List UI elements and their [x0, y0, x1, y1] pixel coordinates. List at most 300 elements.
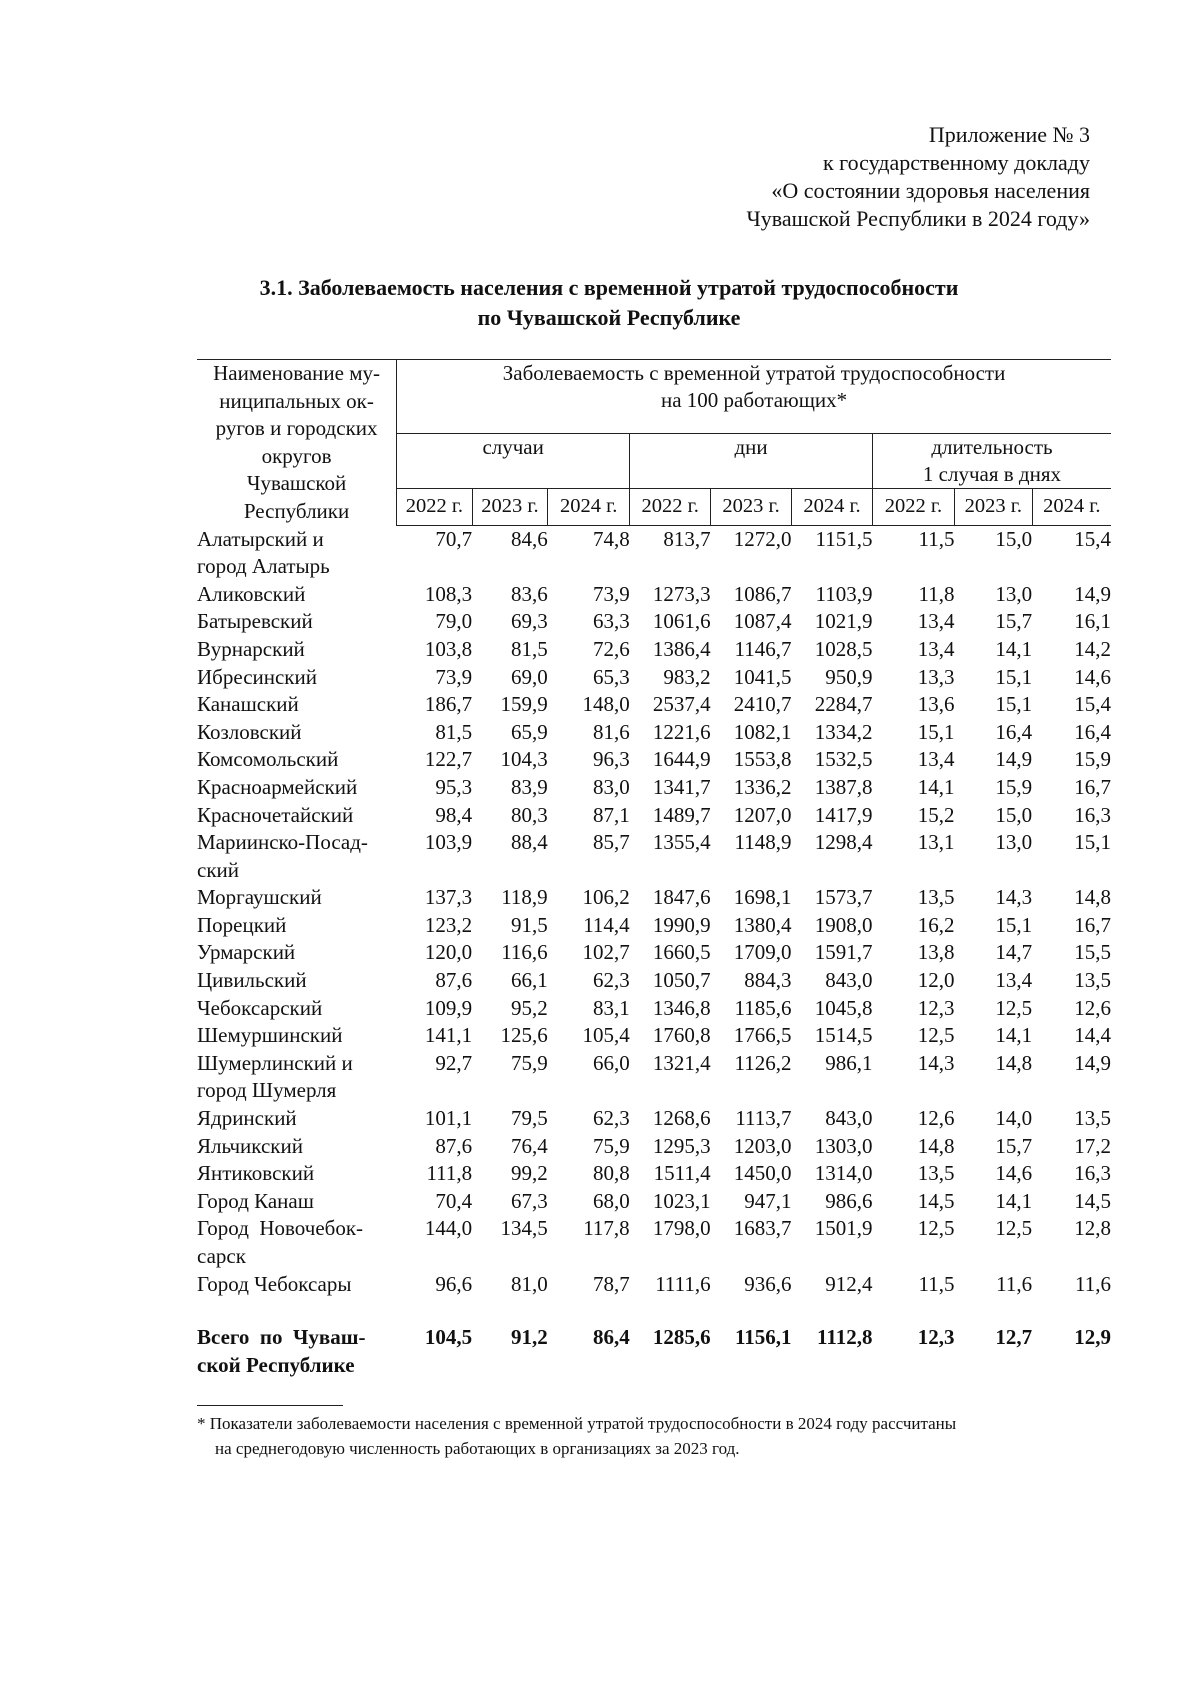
- value-cell: 13,0: [995, 830, 1033, 855]
- value-cell: 141,1: [424, 1023, 473, 1048]
- value-cell: 936,6: [744, 1271, 792, 1296]
- value-cell: 1489,7: [652, 802, 711, 827]
- value-cell: 13,5: [1074, 1106, 1111, 1131]
- value-cell: 69,3: [510, 609, 548, 634]
- value-cell: 1273,3: [652, 581, 711, 606]
- table-row: [197, 829, 1111, 884]
- value-cell: 114,4: [583, 912, 630, 937]
- value-cell: 1450,0: [733, 1161, 792, 1186]
- table-row: [197, 912, 1111, 940]
- value-cell: 1285,6: [652, 1325, 711, 1350]
- district-name: [197, 608, 397, 636]
- district-name-line: ской Республике: [197, 1352, 355, 1377]
- value-cell: 17,2: [1074, 1133, 1111, 1158]
- district-name-line: Канашский: [197, 692, 299, 717]
- table-row: [197, 608, 1111, 636]
- value-cell: 15,4: [1074, 527, 1111, 552]
- value-cell: 14,5: [1074, 1188, 1111, 1213]
- table-row: [197, 581, 1111, 609]
- value-cell: 1380,4: [733, 912, 792, 937]
- value-cell: 1314,0: [814, 1161, 873, 1186]
- value-cell: 1798,0: [652, 1216, 711, 1241]
- value-cell: 159,9: [500, 692, 548, 717]
- value-cell: 1336,2: [733, 774, 792, 799]
- value-cell: 102,7: [582, 940, 630, 965]
- value-cell: 14,9: [995, 747, 1033, 772]
- district-name-line: Батыревский: [197, 609, 313, 634]
- value-cell: 1021,9: [814, 609, 873, 634]
- year-header: 2023 г.: [711, 488, 792, 525]
- value-cell: 15,1: [917, 719, 955, 744]
- value-cell: 76,4: [510, 1133, 548, 1158]
- value-cell: 103,8: [424, 636, 473, 661]
- value-cell: 148,0: [582, 692, 630, 717]
- value-cell: 1644,9: [652, 747, 711, 772]
- value-cell: 15,7: [995, 1133, 1033, 1158]
- value-cell: 1045,8: [814, 995, 873, 1020]
- table-row: [197, 1271, 1111, 1299]
- duration-header-line-2: 1 случая в днях: [922, 461, 1062, 486]
- section-title-line-2: по Чувашской Республике: [477, 305, 741, 330]
- year-header: 2023 г.: [954, 488, 1032, 525]
- value-cell: 86,4: [592, 1325, 630, 1350]
- value-cell: 16,2: [917, 912, 955, 937]
- value-cell: 16,4: [995, 719, 1033, 744]
- value-cell: 986,6: [825, 1188, 873, 1213]
- value-cell: 12,5: [917, 1216, 955, 1241]
- district-name: [197, 691, 397, 719]
- value-cell: 1207,0: [733, 802, 792, 827]
- value-cell: 12,5: [917, 1023, 955, 1048]
- appendix-line-2: к государственному докладу: [822, 150, 1090, 175]
- table-row: [197, 1105, 1111, 1133]
- value-cell: 92,7: [435, 1050, 473, 1075]
- value-cell: 12,3: [917, 995, 955, 1020]
- district-name-line: Город Чебоксары: [197, 1271, 352, 1296]
- value-cell: 83,1: [592, 995, 630, 1020]
- district-name: [197, 1188, 397, 1216]
- name-header-line: Чувашской: [246, 471, 347, 496]
- district-name-line: Козловский: [197, 719, 302, 744]
- value-cell: 186,7: [424, 692, 473, 717]
- value-cell: 87,6: [435, 1133, 473, 1158]
- value-cell: 14,2: [1074, 636, 1111, 661]
- district-name: [197, 802, 397, 830]
- value-cell: 1268,6: [652, 1106, 711, 1131]
- district-name-line: Урмарский: [197, 940, 296, 965]
- value-cell: 15,1: [995, 912, 1033, 937]
- value-cell: 1151,5: [815, 527, 873, 552]
- value-cell: 1028,5: [814, 636, 873, 661]
- value-cell: 1111,6: [655, 1271, 711, 1296]
- district-name: [197, 1022, 397, 1050]
- value-cell: 118,9: [501, 885, 548, 910]
- table-row: [197, 1215, 1111, 1270]
- value-cell: 125,6: [500, 1023, 548, 1048]
- value-cell: 1355,4: [652, 830, 711, 855]
- year-header: 2022 г.: [397, 488, 473, 525]
- district-name: [197, 939, 397, 967]
- value-cell: 843,0: [825, 1106, 873, 1131]
- footnote-line-1: * Показатели заболеваемости населения с временной утратой трудоспособности в 2024 году рассчитаны: [197, 1414, 957, 1433]
- district-name: [197, 526, 397, 581]
- value-cell: 14,1: [995, 1188, 1033, 1213]
- table-row: [197, 664, 1111, 692]
- value-cell: 1103,9: [815, 581, 873, 606]
- value-cell: 1113,7: [735, 1106, 792, 1131]
- value-cell: 16,7: [1074, 774, 1111, 799]
- value-cell: 1112,8: [817, 1325, 873, 1350]
- district-name-line: Мариинско-Посад-: [197, 830, 368, 855]
- total-row: [197, 1324, 1111, 1379]
- value-cell: 1303,0: [814, 1133, 873, 1158]
- table-row: [197, 719, 1111, 747]
- value-cell: 85,7: [592, 830, 630, 855]
- district-name: [197, 995, 397, 1023]
- district-name-line: Вурнарский: [197, 636, 305, 661]
- value-cell: 15,7: [995, 609, 1033, 634]
- value-cell: 1417,9: [814, 802, 873, 827]
- district-name: [197, 1050, 397, 1105]
- value-cell: 108,3: [424, 581, 473, 606]
- year-header: 2024 г.: [792, 488, 873, 525]
- district-name-line: Яльчикский: [197, 1133, 303, 1158]
- table-row: [197, 1022, 1111, 1050]
- value-cell: 15,4: [1074, 692, 1111, 717]
- table-row: [197, 967, 1111, 995]
- value-cell: 134,5: [500, 1216, 548, 1241]
- table-row: [197, 802, 1111, 830]
- value-cell: 912,4: [825, 1271, 873, 1296]
- value-cell: 99,2: [510, 1161, 548, 1186]
- name-header-line: Наименование му-: [213, 361, 380, 385]
- value-cell: 16,3: [1074, 1161, 1111, 1186]
- value-cell: 103,9: [424, 830, 473, 855]
- value-cell: 1126,2: [734, 1050, 792, 1075]
- value-cell: 16,4: [1074, 719, 1111, 744]
- appendix-header: [746, 121, 1090, 233]
- year-header: 2024 г.: [1032, 488, 1111, 525]
- value-cell: 1683,7: [733, 1216, 792, 1241]
- district-name: [197, 1105, 397, 1133]
- value-cell: 14,1: [995, 1023, 1033, 1048]
- value-cell: 11,5: [918, 1271, 955, 1296]
- table-row: [197, 746, 1111, 774]
- value-cell: 101,1: [424, 1106, 473, 1131]
- value-cell: 13,3: [917, 664, 955, 689]
- value-cell: 87,1: [592, 802, 630, 827]
- value-cell: 75,9: [510, 1050, 548, 1075]
- district-name-line: Всего по Чуваш-: [197, 1325, 366, 1350]
- footnote-separator: [197, 1405, 343, 1406]
- value-cell: 1334,2: [814, 719, 873, 744]
- name-header-line: ниципальных ок-: [219, 388, 374, 413]
- value-cell: 79,5: [510, 1106, 548, 1131]
- district-name: [197, 884, 397, 912]
- district-name: [197, 1160, 397, 1188]
- district-name-line: Красночетайский: [197, 802, 354, 827]
- value-cell: 144,0: [424, 1216, 473, 1241]
- value-cell: 11,8: [918, 581, 955, 606]
- district-name-line: Красноармейский: [197, 774, 358, 799]
- table-row: [197, 1188, 1111, 1216]
- district-name: [197, 829, 397, 884]
- value-cell: 83,6: [510, 581, 548, 606]
- duration-header: [872, 433, 1111, 488]
- district-name-line: Ядринский: [197, 1106, 297, 1131]
- value-cell: 14,1: [995, 636, 1033, 661]
- value-cell: 12,7: [995, 1325, 1033, 1350]
- table-row: [197, 884, 1111, 912]
- value-cell: 1295,3: [652, 1133, 711, 1158]
- spacer-cell: [197, 1298, 1111, 1324]
- value-cell: 67,3: [510, 1188, 548, 1213]
- value-cell: 63,3: [592, 609, 630, 634]
- district-name: [197, 664, 397, 692]
- value-cell: 78,7: [592, 1271, 630, 1296]
- spacer-row: [197, 1298, 1111, 1324]
- value-cell: 11,5: [918, 527, 955, 552]
- value-cell: 74,8: [592, 527, 630, 552]
- district-name: [197, 1133, 397, 1161]
- value-cell: 13,8: [917, 940, 955, 965]
- district-name-line: ский: [197, 857, 239, 882]
- year-header: 2023 г.: [472, 488, 548, 525]
- value-cell: 83,0: [592, 774, 630, 799]
- value-cell: 65,9: [510, 719, 548, 744]
- value-cell: 14,1: [917, 774, 955, 799]
- district-name-line: Порецкий: [197, 912, 287, 937]
- value-cell: 109,9: [424, 995, 473, 1020]
- value-cell: 13,4: [917, 636, 955, 661]
- value-cell: 2284,7: [814, 692, 873, 717]
- value-cell: 14,3: [995, 885, 1033, 910]
- value-cell: 1185,6: [734, 995, 792, 1020]
- value-cell: 70,7: [435, 527, 473, 552]
- value-cell: 1709,0: [733, 940, 792, 965]
- value-cell: 1061,6: [652, 609, 711, 634]
- district-name-line: Ибресинский: [197, 664, 317, 689]
- morbidity-table: [197, 359, 1111, 1379]
- table-row: [197, 995, 1111, 1023]
- year-header: 2022 г.: [872, 488, 954, 525]
- value-cell: 1203,0: [733, 1133, 792, 1158]
- value-cell: 81,5: [435, 719, 473, 744]
- value-cell: 95,3: [435, 774, 473, 799]
- value-cell: 13,5: [917, 885, 955, 910]
- value-cell: 1298,4: [814, 830, 873, 855]
- value-cell: 15,5: [1074, 940, 1111, 965]
- table-row: [197, 1050, 1111, 1105]
- value-cell: 13,4: [917, 609, 955, 634]
- value-cell: 98,4: [435, 802, 473, 827]
- value-cell: 96,3: [592, 747, 630, 772]
- section-title: [0, 273, 1200, 333]
- value-cell: 1087,4: [733, 609, 792, 634]
- value-cell: 1148,9: [734, 830, 792, 855]
- district-name-line: Комсомольский: [197, 747, 339, 772]
- value-cell: 13,4: [995, 968, 1033, 993]
- value-cell: 14,7: [995, 940, 1033, 965]
- value-cell: 79,0: [435, 609, 473, 634]
- value-cell: 13,1: [917, 830, 955, 855]
- table-row: [197, 526, 1111, 581]
- value-cell: 81,5: [510, 636, 548, 661]
- value-cell: 14,9: [1074, 581, 1111, 606]
- value-cell: 123,2: [424, 912, 473, 937]
- group-header-line-1: Заболеваемость с временной утратой трудоспособности: [502, 361, 1006, 385]
- value-cell: 120,0: [424, 940, 473, 965]
- value-cell: 14,9: [1074, 1050, 1111, 1075]
- value-cell: 15,9: [995, 774, 1033, 799]
- value-cell: 14,4: [1074, 1023, 1111, 1048]
- cases-header: случаи: [482, 434, 544, 459]
- duration-header-line-1: длительность: [931, 434, 1053, 459]
- appendix-line-3: «О состоянии здоровья населения: [771, 178, 1090, 203]
- value-cell: 12,0: [917, 968, 955, 993]
- value-cell: 1221,6: [652, 719, 711, 744]
- district-name: [197, 774, 397, 802]
- value-cell: 83,9: [510, 774, 548, 799]
- value-cell: 1553,8: [733, 747, 792, 772]
- table-row: [197, 1160, 1111, 1188]
- value-cell: 14,8: [1074, 885, 1111, 910]
- value-cell: 111,8: [426, 1161, 473, 1186]
- value-cell: 11,6: [996, 1271, 1033, 1296]
- value-cell: 13,5: [1074, 968, 1111, 993]
- value-cell: 12,5: [995, 995, 1033, 1020]
- value-cell: 15,2: [917, 802, 955, 827]
- footnote-line-2: на среднегодовую численность работающих в организациях за 2023 год.: [215, 1439, 740, 1458]
- value-cell: 14,8: [995, 1050, 1033, 1075]
- name-column-header: [197, 360, 397, 526]
- value-cell: 884,3: [744, 968, 792, 993]
- value-cell: 16,1: [1074, 609, 1111, 634]
- value-cell: 983,2: [663, 664, 711, 689]
- value-cell: 15,1: [995, 664, 1033, 689]
- value-cell: 1501,9: [814, 1216, 873, 1241]
- value-cell: 106,2: [582, 885, 630, 910]
- name-header-line: округов: [261, 443, 332, 468]
- days-header: дни: [630, 433, 873, 488]
- value-cell: 73,9: [592, 581, 630, 606]
- value-cell: 15,9: [1074, 747, 1111, 772]
- value-cell: 1023,1: [652, 1188, 711, 1213]
- value-cell: 13,6: [917, 692, 955, 717]
- value-cell: 950,9: [825, 664, 873, 689]
- table-row: [197, 939, 1111, 967]
- value-cell: 813,7: [663, 527, 711, 552]
- year-header: 2024 г.: [548, 488, 630, 525]
- value-cell: 13,4: [917, 747, 955, 772]
- value-cell: 65,3: [592, 664, 630, 689]
- value-cell: 117,8: [583, 1216, 630, 1241]
- district-name-line: Город Новочебок-: [197, 1216, 364, 1241]
- district-name: [197, 719, 397, 747]
- value-cell: 1346,8: [652, 995, 711, 1020]
- value-cell: 12,6: [917, 1106, 955, 1131]
- value-cell: 81,0: [510, 1271, 548, 1296]
- district-name-line: город Алатырь: [197, 554, 330, 579]
- value-cell: 1532,5: [814, 747, 873, 772]
- value-cell: 12,8: [1074, 1216, 1111, 1241]
- value-cell: 1766,5: [733, 1023, 792, 1048]
- value-cell: 1321,4: [652, 1050, 711, 1075]
- value-cell: 116,6: [501, 940, 548, 965]
- value-cell: 15,1: [995, 692, 1033, 717]
- table-row: [197, 1133, 1111, 1161]
- district-name-line: Чебоксарский: [197, 995, 323, 1020]
- value-cell: 1050,7: [652, 968, 711, 993]
- value-cell: 12,6: [1074, 995, 1111, 1020]
- value-cell: 91,2: [510, 1325, 548, 1350]
- value-cell: 91,5: [510, 912, 548, 937]
- value-cell: 15,1: [1074, 830, 1111, 855]
- value-cell: 14,8: [917, 1133, 955, 1158]
- value-cell: 1146,7: [734, 636, 792, 661]
- value-cell: 1082,1: [733, 719, 792, 744]
- value-cell: 70,4: [435, 1188, 473, 1213]
- table-body: [197, 526, 1111, 1380]
- value-cell: 12,3: [917, 1325, 955, 1350]
- district-name: [197, 1215, 397, 1270]
- district-name: [197, 746, 397, 774]
- name-header-line: ругов и городских: [215, 416, 378, 441]
- value-cell: 14,0: [995, 1106, 1033, 1131]
- table-row: [197, 636, 1111, 664]
- district-name: [197, 912, 397, 940]
- value-cell: 1847,6: [652, 885, 711, 910]
- section-title-line-1: 3.1. Заболеваемость населения с временной утратой трудоспособности: [259, 275, 959, 300]
- value-cell: 12,5: [995, 1216, 1033, 1241]
- footnote: [197, 1411, 1117, 1461]
- value-cell: 88,4: [510, 830, 548, 855]
- appendix-line-4: Чувашской Республики в 2024 году»: [746, 206, 1090, 231]
- value-cell: 84,6: [510, 527, 548, 552]
- value-cell: 96,6: [435, 1271, 473, 1296]
- district-name-line: Город Канаш: [197, 1188, 314, 1213]
- value-cell: 1511,4: [653, 1161, 711, 1186]
- district-name-line: сарск: [197, 1244, 246, 1268]
- value-cell: 13,0: [995, 581, 1033, 606]
- district-name-line: Моргаушский: [197, 885, 322, 910]
- value-cell: 14,6: [1074, 664, 1111, 689]
- value-cell: 105,4: [582, 1023, 630, 1048]
- district-name-line: Янтиковский: [197, 1161, 315, 1186]
- value-cell: 1591,7: [814, 940, 873, 965]
- district-name-line: Цивильский: [197, 968, 307, 993]
- value-cell: 1660,5: [652, 940, 711, 965]
- value-cell: 16,3: [1074, 802, 1111, 827]
- appendix-number: Приложение № 3: [928, 122, 1090, 147]
- value-cell: 81,6: [592, 719, 630, 744]
- district-name-line: Алатырский и: [197, 526, 324, 551]
- value-cell: 843,0: [825, 968, 873, 993]
- table-row: [197, 774, 1111, 802]
- value-cell: 1990,9: [652, 912, 711, 937]
- value-cell: 1086,7: [733, 581, 792, 606]
- value-cell: 80,8: [592, 1161, 630, 1186]
- value-cell: 14,5: [917, 1188, 955, 1213]
- value-cell: 1272,0: [733, 527, 792, 552]
- value-cell: 16,7: [1074, 912, 1111, 937]
- value-cell: 11,6: [1075, 1271, 1111, 1296]
- group-header: [397, 360, 1111, 434]
- value-cell: 1341,7: [652, 774, 711, 799]
- value-cell: 1387,8: [814, 774, 873, 799]
- group-header-line-2: на 100 работающих*: [660, 388, 848, 412]
- value-cell: 12,9: [1074, 1325, 1111, 1350]
